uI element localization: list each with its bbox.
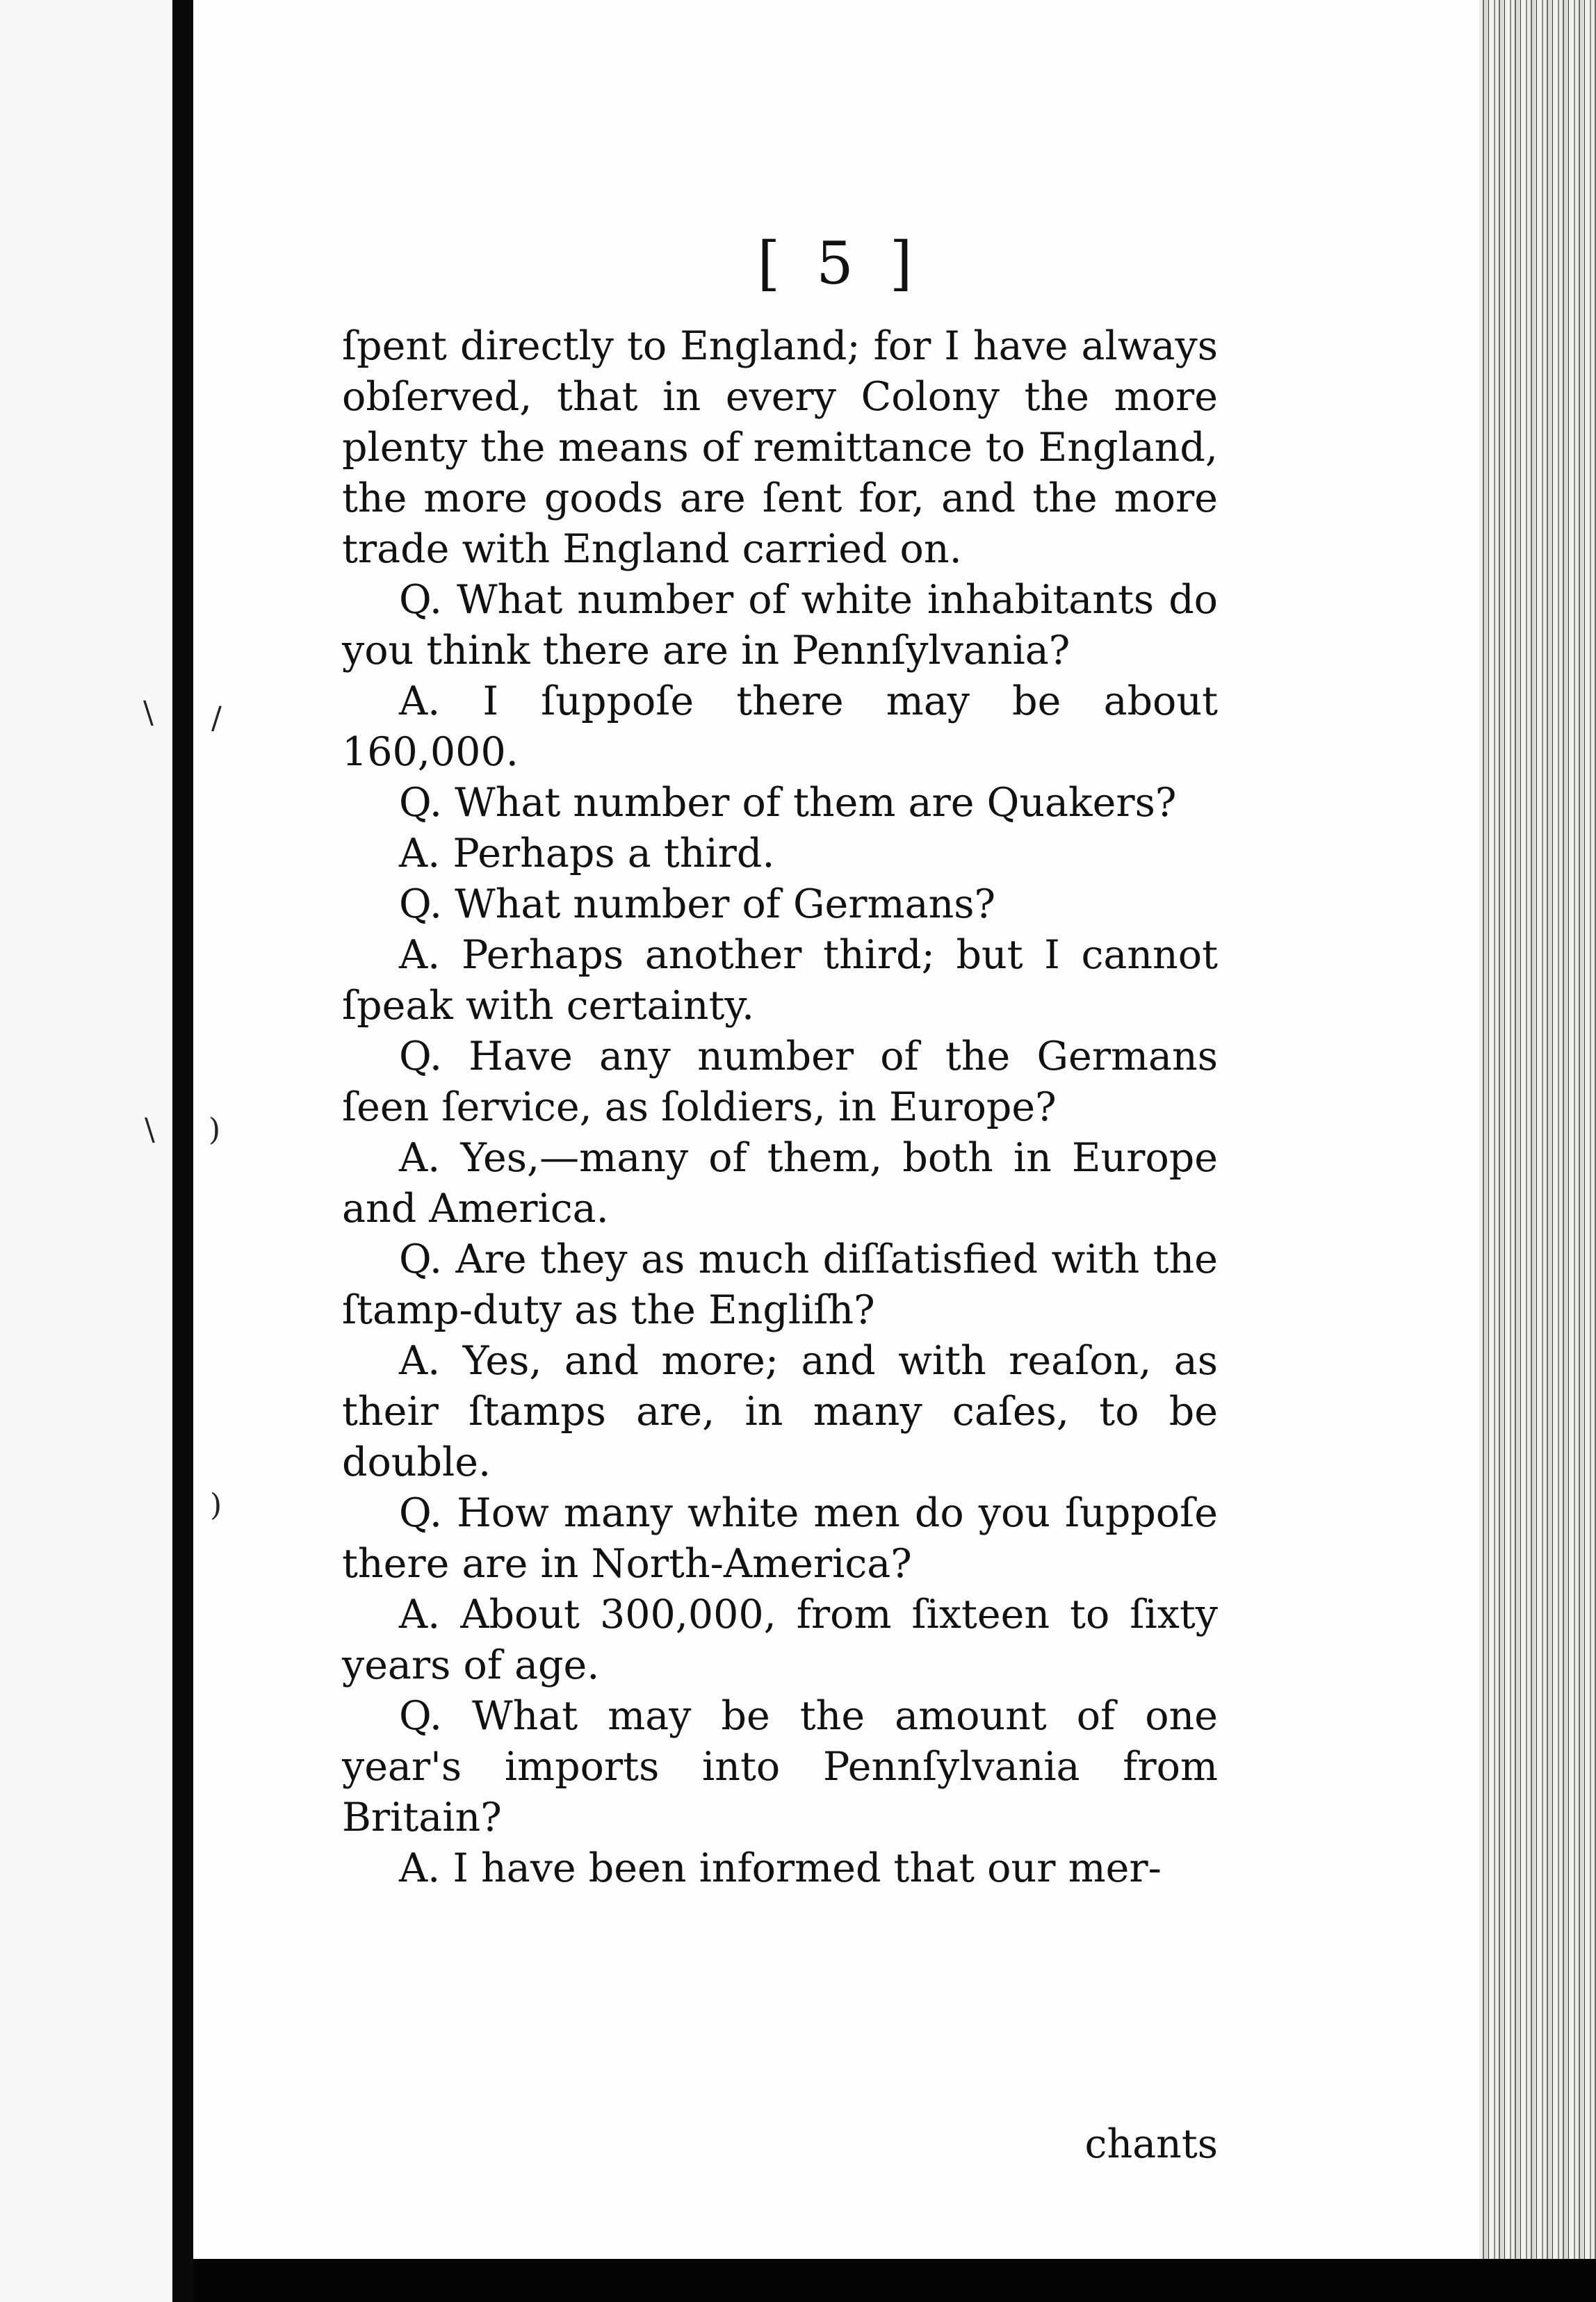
book-gutter: [172, 0, 193, 2302]
paragraph-continuation: ſpent directly to England; for I have always obſerved, that in every Colony the more plenty the means of remittance to England, the more goods are ſent for, and the more trade with England carried on.: [342, 323, 1218, 572]
page-number-header: [193, 229, 1479, 297]
answer-paragraph: A. I ſuppoſe there may be about 160,000.: [342, 678, 1218, 775]
bottom-shadow: [193, 2259, 1596, 2302]
question-paragraph: Q. What number of Germans?: [399, 881, 996, 927]
answer-paragraph: A. Yes,—many of them, both in Europe and America.: [342, 1135, 1218, 1232]
margin-mark: \: [145, 1112, 155, 1148]
book-page: [193, 0, 1479, 2259]
bracket-close: ]: [889, 229, 915, 297]
margin-mark: ): [210, 1487, 222, 1523]
question-paragraph: Q. Are they as much diſſatisfied with the ſtamp-duty as the Engliſh?: [342, 1236, 1218, 1333]
left-facing-page-edge: [0, 0, 172, 2302]
margin-mark: /: [211, 701, 222, 736]
catchword: chants: [1084, 2121, 1218, 2167]
question-paragraph: Q. Have any number of the Germans ſeen ſervice, as ſoldiers, in Europe?: [342, 1034, 1218, 1130]
answer-paragraph: A. About 300,000, from ſixteen to ſixty years of age.: [342, 1592, 1218, 1688]
answer-paragraph: A. Perhaps a third.: [399, 831, 775, 876]
question-paragraph: Q. What number of white inhabitants do you think there are in Pennſylvania?: [342, 577, 1218, 674]
body-text: [342, 321, 1218, 1894]
question-paragraph: Q. What may be the amount of one year's imports into Pennſylvania from Britain?: [342, 1693, 1218, 1840]
answer-paragraph: A. Yes, and more; and with reaſon, as their ſtamps are, in many caſes, to be double.: [342, 1338, 1218, 1485]
question-paragraph: Q. What number of them are Quakers?: [399, 780, 1177, 826]
margin-mark: \: [143, 695, 154, 730]
answer-paragraph: A. Perhaps another third; but I cannot ſpeak with certainty.: [342, 932, 1218, 1029]
question-paragraph: Q. How many white men do you ſuppoſe there are in North-America?: [342, 1490, 1218, 1587]
page-number: 5: [816, 229, 856, 297]
bracket-open: [: [757, 229, 783, 297]
page-fore-edge: [1479, 0, 1596, 2259]
margin-mark: ): [209, 1112, 221, 1148]
answer-paragraph: A. I have been informed that our mer-: [399, 1845, 1162, 1891]
